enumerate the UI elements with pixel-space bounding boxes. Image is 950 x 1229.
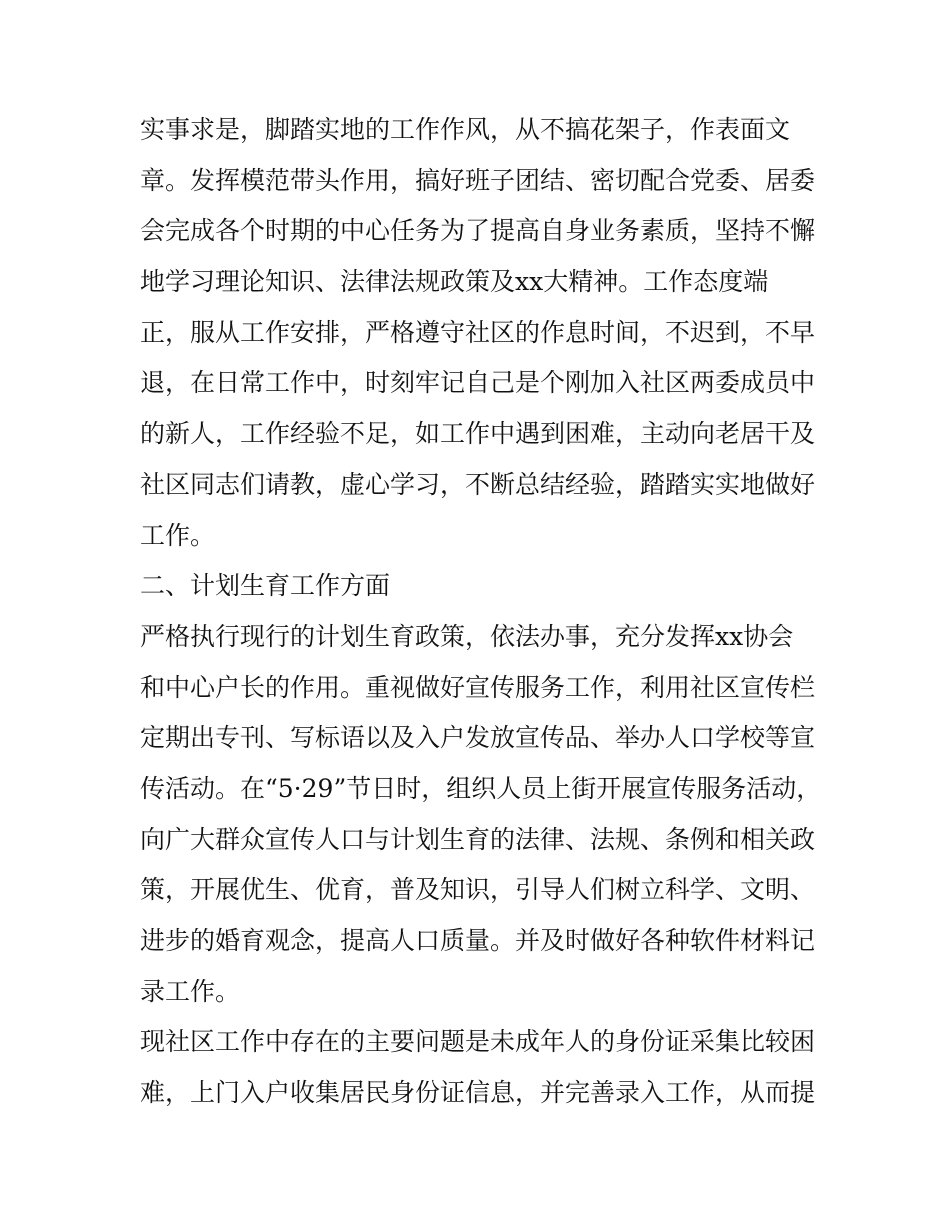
text-line: 录工作。 xyxy=(140,976,241,1006)
text-line: 社区同志们请教，虚心学习，不断总结经验，踏踏实实地做好 xyxy=(140,469,816,499)
text-line: 策，开展优生、优育，普及知识，引导人们树立科学、文明、 xyxy=(140,875,816,905)
text-line: 退，在日常工作中，时刻牢记自己是个刚加入社区两委成员中 xyxy=(140,368,816,398)
text-line: 传活动。在“5·29”节日时，组织人员上街开展宣传服务活动， xyxy=(140,773,822,803)
text-line: 工作。 xyxy=(140,520,216,550)
text-line: 严格执行现行的计划生育政策，依法办事，充分发挥xx协会 xyxy=(140,621,794,651)
text-line: 定期出专刊、写标语以及入户发放宣传品、举办人口学校等宣 xyxy=(140,723,816,753)
text-line: 会完成各个时期的中心任务为了提高自身业务素质，坚持不懈 xyxy=(140,216,816,246)
text-line: 向广大群众宣传人口与计划生育的法律、法规、条例和相关政 xyxy=(140,824,816,854)
section-heading: 二、计划生育工作方面 xyxy=(140,571,391,601)
text-line: 章。发挥模范带头作用，搞好班子团结、密切配合党委、居委 xyxy=(140,165,816,195)
text-line: 现社区工作中存在的主要问题是未成年人的身份证采集比较困 xyxy=(140,1027,816,1057)
text-line: 进步的婚育观念，提高人口质量。并及时做好各种软件材料记 xyxy=(140,926,816,955)
document-body xyxy=(140,105,830,1119)
text-line: 的新人，工作经验不足，如工作中遇到困难，主动向老居干及 xyxy=(140,419,816,449)
text-line: 和中心户长的作用。重视做好宣传服务工作，利用社区宣传栏 xyxy=(140,672,816,702)
text-line: 实事求是，脚踏实地的工作作风，从不搞花架子，作表面文 xyxy=(140,115,791,144)
text-line: 地学习理论知识、法律法规政策及xx大精神。工作态度端 xyxy=(140,267,769,297)
text-line: 正，服从工作安排，严格遵守社区的作息时间，不迟到，不早 xyxy=(140,317,816,347)
text-line: 难，上门入户收集居民身份证信息，并完善录入工作，从而提 xyxy=(140,1078,816,1108)
